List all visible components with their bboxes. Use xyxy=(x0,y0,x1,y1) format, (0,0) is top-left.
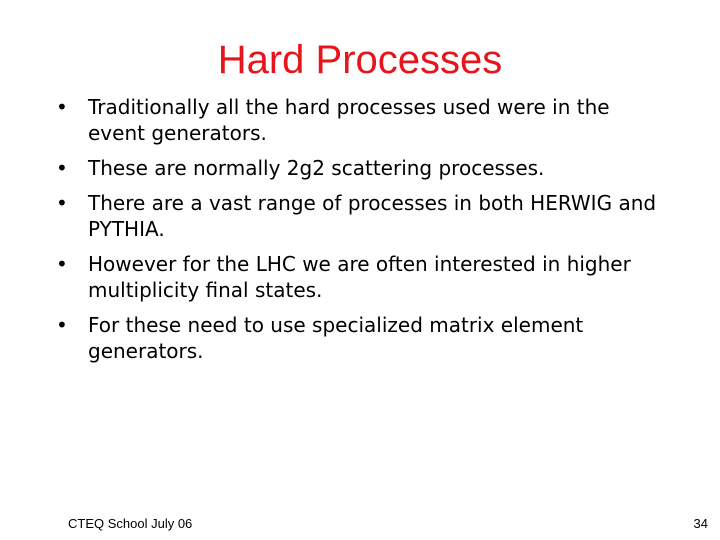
bullet-text: However for the LHC we are often interested in higher multiplicity final states. xyxy=(88,252,631,302)
footer-event-label: CTEQ School July 06 xyxy=(68,516,193,531)
bullet-icon: • xyxy=(56,313,68,337)
bullet-item xyxy=(52,94,672,146)
slide-title: Hard Processes xyxy=(217,38,503,82)
bullet-list xyxy=(52,94,672,373)
bullet-item xyxy=(52,251,672,303)
bullet-icon: • xyxy=(56,252,68,276)
bullet-text: There are a vast range of processes in both HERWIG and PYTHIA. xyxy=(88,191,657,241)
bullet-icon: • xyxy=(56,156,68,180)
bullet-item xyxy=(52,155,672,181)
bullet-item xyxy=(52,312,672,364)
bullet-item xyxy=(52,190,672,242)
bullet-icon: • xyxy=(56,95,68,119)
bullet-icon: • xyxy=(56,191,68,215)
page-number: 34 xyxy=(693,516,708,531)
bullet-text: For these need to use specialized matrix element generators. xyxy=(88,313,584,363)
bullet-text: These are normally 2g2 scattering processes. xyxy=(88,156,545,180)
bullet-text: Traditionally all the hard processes used were in the event generators. xyxy=(88,95,610,145)
